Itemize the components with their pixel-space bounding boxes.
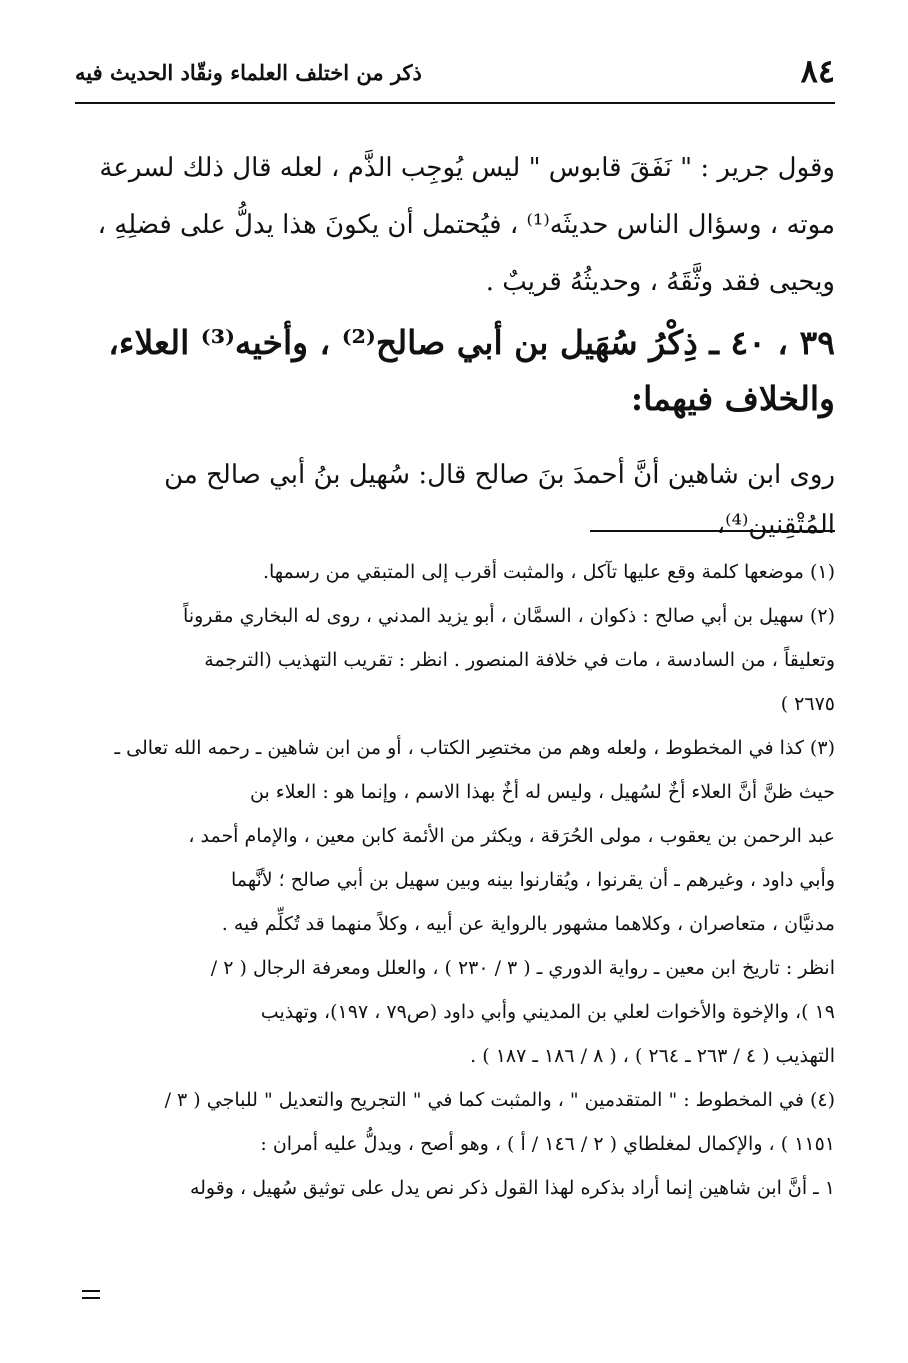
footnote-3-line: مدنيَّان ، متعاصران ، وكلاهما مشهور بالرواية عن أبيه ، وكلاً منهما قد تُكلِّم فيه . <box>221 913 835 935</box>
footnotes <box>73 550 835 1210</box>
page-header <box>75 50 835 100</box>
footnote-3-line: وأبي داود ، وغيرهم ـ أن يقرنوا ، ويُقارنوا بينه وبين سهيل بن أبي صالح ؛ لأنَّهما <box>230 869 835 891</box>
footnote-3-line: التهذيب ( ٤ / ٢٦٣ ـ ٢٦٤ ) ، ( ٨ / ١٨٦ ـ ١٨٧ ) . <box>470 1045 835 1067</box>
footnote-4-line: ١١٥١ ) ، والإكمال لمغلطاي ( ٢ / ١٤٦ / أ ) ، وهو أصح ، ويدلُّ عليه أمران : <box>260 1133 835 1155</box>
footnote-4-line: (٤) في المخطوط : " المتقدمين " ، والمثبت كما في " التجريح والتعديل " للباجي ( ٣ / <box>164 1089 835 1111</box>
text-line: ويحيى فقد وثَّقَهُ ، وحديثُهُ قريبٌ . <box>485 267 835 297</box>
footnote-2-line: (٢) سهيل بن أبي صالح : ذكوان ، السمَّان ، أبو يزيد المدني ، روى له البخاري مقروناً <box>183 605 835 627</box>
footnote-1: (١) موضعها كلمة وقع عليها تآكل ، والمثبت أقرب إلى المتبقي من رسمها. <box>262 561 835 583</box>
header-rule <box>75 102 835 104</box>
main-text-paragraph-1 <box>73 140 835 311</box>
footnote-4-line: ١ ـ أنَّ ابن شاهين إنما أراد بذكره لهذا القول ذكر نص يدل على توثيق سُهيل ، وقوله <box>189 1177 835 1199</box>
main-text-paragraph-2: روى ابن شاهين أنَّ أحمدَ بنَ صالح قال: سُهيل بنُ أبي صالح من المُتْقِنين⁽⁴⁾، <box>164 460 835 540</box>
footnote-3-line: ١٩ )، والإخوة والأخوات لعلي بن المديني وأبي داود (ص٧٩ ، ١٩٧)، وتهذيب <box>260 1001 835 1023</box>
footnote-separator <box>590 530 835 532</box>
text-line: موته ، وسؤال الناس حديثَه⁽¹⁾ ، فيُحتمل أن يكونَ هذا يدلُّ على فضلِهِ ، <box>97 210 835 240</box>
section-heading <box>73 315 835 427</box>
text-line: وقول جرير : " نَفَقَ قابوس " ليس يُوجِب الذَّم ، لعله قال ذلك لسرعة <box>99 153 835 183</box>
continuation-mark <box>82 1290 100 1304</box>
footnote-3-line: عبد الرحمن بن يعقوب ، مولى الحُرَقة ، ويكثر من الأئمة كابن معين ، والإمام أحمد ، <box>188 825 835 847</box>
heading-line: ٣٩ ، ٤٠ ـ ذِكْرُ سُهَيل بن أبي صالح⁽²⁾ ، وأخيه⁽³⁾ العلاء، <box>108 323 835 362</box>
heading-line: والخلاف فيهما: <box>630 379 835 418</box>
running-title: ذكر من اختلف العلماء ونقّاد الحديث فيه <box>75 60 422 85</box>
footnote-3-line: حيث ظنَّ أنَّ العلاء أخٌ لسُهيل ، وليس له أخٌ بهذا الاسم ، وإنما هو : العلاء بن <box>250 781 835 803</box>
page-number: ٨٤ <box>800 52 835 90</box>
footnote-2-line: ٢٦٧٥ ) <box>780 693 835 715</box>
footnote-2-line: وتعليقاً ، من السادسة ، مات في خلافة المنصور . انظر : تقريب التهذيب (الترجمة <box>204 649 835 671</box>
footnote-3-line: (٣) كذا في المخطوط ، ولعله وهم من مختصِر الكتاب ، أو من ابن شاهين ـ رحمه الله تعالى ـ <box>114 737 835 759</box>
footnote-3-line: انظر : تاريخ ابن معين ـ رواية الدوري ـ ( ٣ / ٢٣٠ ) ، والعلل ومعرفة الرجال ( ٢ / <box>210 957 835 979</box>
